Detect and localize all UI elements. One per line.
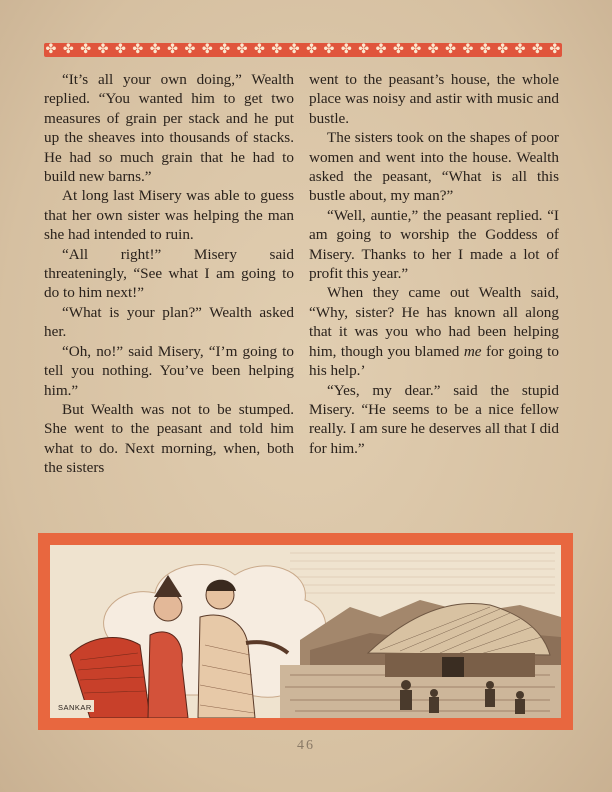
- paragraph: The sisters took on the shapes of poor women and went into the house. Wealth asked the peasant, “What is all this bustle about, my man?”: [309, 129, 559, 205]
- text-span: for going to his help.’: [309, 342, 559, 380]
- paragraph: “What is your plan?” Wealth asked her.: [44, 303, 294, 341]
- paragraph: “Oh, no!” said Misery, “I’m going to tell you nothing. You’ve been helping him.”: [44, 342, 294, 399]
- illustration-frame: [38, 533, 573, 730]
- page-number: 46: [297, 738, 315, 753]
- decorative-border: ✤ ✤ ✤ ✤ ✤ ✤ ✤ ✤ ✤ ✤ ✤ ✤ ✤ ✤ ✤ ✤ ✤ ✤ ✤ ✤ ✤ ✤ ✤ ✤ ✤ ✤ ✤ ✤ ✤ ✤: [45, 42, 561, 57]
- paragraph: At long last Misery was able to guess that her own sister was helping the man she had intended to ruin.: [44, 187, 294, 244]
- right-column: [309, 70, 559, 458]
- paragraph: [309, 283, 559, 380]
- paragraph: “It’s all your own doing,” Wealth replied. “You wanted him to get two measures of grain per stack and he put up the sheaves into thousands of stacks. He had so much grain that he had to build new barns.”: [44, 71, 294, 186]
- paragraph: “Yes, my dear.” said the stupid Misery. “He seems to be a nice fellow really. I am sure he deserves all that I did for him.”: [309, 381, 559, 457]
- paragraph: went to the peasant’s house, the whole place was noisy and astir with music and bustle.: [309, 71, 559, 127]
- paragraph: “Well, auntie,” the peasant replied. “I am going to worship the Goddess of Misery. Thanks to her I made a lot of profit this year.”: [309, 206, 559, 283]
- artist-signature: SANKAR: [58, 703, 92, 712]
- text-span: When they came out Wealth said, “Why, sister? He has known all along that it was you who had been helping him, though you blamed: [309, 284, 559, 360]
- emphasis: me: [463, 342, 482, 360]
- paragraph: But Wealth was not to be stumped. She went to the peasant and told him what to do. Next morning, when, both the sisters: [44, 400, 294, 477]
- illustration-scene: [50, 545, 561, 718]
- paragraph: “All right!” Misery said threateningly, “See what I am going to do to him next!”: [44, 245, 294, 302]
- left-column: [44, 70, 294, 478]
